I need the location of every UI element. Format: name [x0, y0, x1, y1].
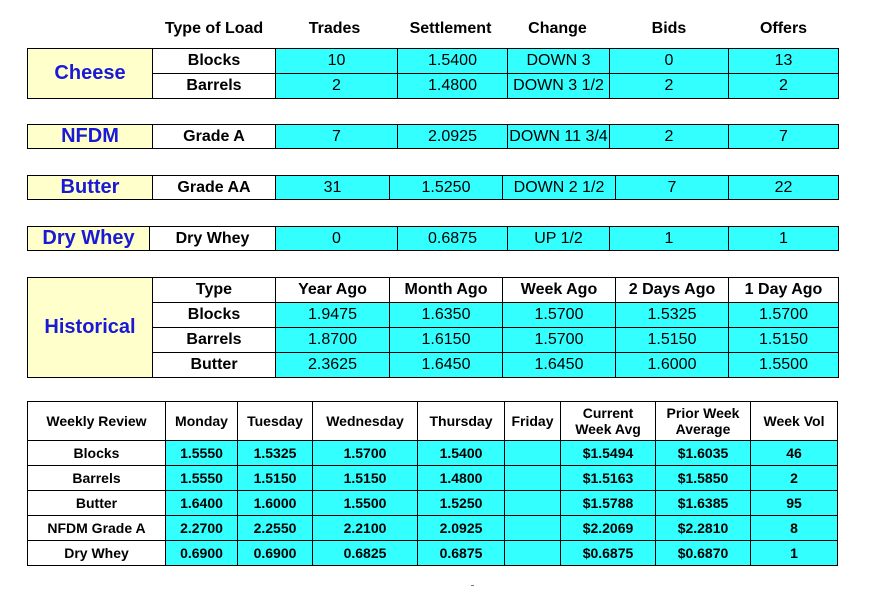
cheese-blocks-change: DOWN 3 — [508, 49, 610, 74]
weekly-cell: 2.0925 — [418, 516, 505, 541]
weekly-row — [28, 491, 838, 516]
nfdm-bids: 2 — [610, 125, 729, 149]
weekly-row — [28, 541, 838, 566]
cheese-barrels-trades: 2 — [276, 74, 398, 99]
weekly-cell: 2 — [751, 466, 838, 491]
nfdm-type: Grade A — [153, 125, 276, 149]
drywhey-settlement: 0.6875 — [398, 227, 508, 251]
weekly-cell: $2.2069 — [561, 516, 656, 541]
cheese-table — [27, 48, 839, 99]
butter-trades: 31 — [276, 176, 390, 200]
weekly-header-current-line1: Current — [582, 405, 634, 421]
weekly-cell: 1.5150 — [238, 466, 313, 491]
nfdm-table — [27, 124, 839, 149]
historical-cell: Blocks — [153, 303, 276, 328]
cheese-blocks-settlement: 1.5400 — [398, 49, 508, 74]
nfdm-trades: 7 — [276, 125, 398, 149]
historical-cell: 1.5150 — [616, 328, 729, 353]
weekly-row — [28, 466, 838, 491]
header-offers: Offers — [759, 20, 808, 37]
cheese-blocks-type: Blocks — [153, 49, 276, 74]
drywhey-offers: 1 — [729, 227, 839, 251]
header-change: Change — [528, 20, 587, 37]
butter-offers: 22 — [729, 176, 839, 200]
weekly-cell: 2.2100 — [313, 516, 418, 541]
weekly-cell: 1.5400 — [418, 441, 505, 466]
weekly-header-week-vol: Week Vol — [751, 402, 838, 441]
weekly-row-label: Barrels — [28, 466, 166, 491]
historical-cell: 1.6350 — [390, 303, 503, 328]
cheese-blocks-trades: 10 — [276, 49, 398, 74]
historical-cell: 1.5700 — [503, 328, 616, 353]
historical-table — [27, 277, 839, 378]
weekly-cell: $1.5850 — [656, 466, 751, 491]
weekly-cell: 1 — [751, 541, 838, 566]
drywhey-type: Dry Whey — [150, 227, 276, 251]
weekly-cell: 95 — [751, 491, 838, 516]
weekly-body — [28, 441, 838, 566]
historical-cell: 1.8700 — [276, 328, 390, 353]
nfdm-offers: 7 — [729, 125, 839, 149]
weekly-cell: $2.2810 — [656, 516, 751, 541]
weekly-cell: 1.5500 — [313, 491, 418, 516]
weekly-cell: 0.6825 — [313, 541, 418, 566]
weekly-cell: $1.6035 — [656, 441, 751, 466]
weekly-cell — [505, 541, 561, 566]
cheese-label: Cheese — [28, 49, 153, 99]
nfdm-change: DOWN 11 3/4 — [508, 125, 610, 149]
weekly-cell: $1.5163 — [561, 466, 656, 491]
weekly-cell: 0.6900 — [238, 541, 313, 566]
weekly-header-thursday: Thursday — [418, 402, 505, 441]
weekly-cell: $1.5788 — [561, 491, 656, 516]
weekly-row-label: Butter — [28, 491, 166, 516]
historical-header-year-ago: Year Ago — [276, 278, 390, 303]
drywhey-table — [27, 226, 839, 251]
weekly-cell: 8 — [751, 516, 838, 541]
weekly-cell: 1.6000 — [238, 491, 313, 516]
weekly-review-table — [27, 401, 838, 566]
drywhey-bids: 1 — [610, 227, 729, 251]
weekly-cell: 46 — [751, 441, 838, 466]
historical-cell: Butter — [153, 353, 276, 378]
historical-label: Historical — [28, 278, 153, 378]
header-type-of-load: Type of Load — [164, 20, 264, 37]
cheese-blocks-bids: 0 — [610, 49, 729, 74]
weekly-cell: 0.6875 — [418, 541, 505, 566]
stray-mark — [471, 585, 474, 586]
historical-cell: 1.9475 — [276, 303, 390, 328]
weekly-header-wednesday: Wednesday — [313, 402, 418, 441]
weekly-cell: 1.5550 — [166, 441, 238, 466]
weekly-cell: 1.5250 — [418, 491, 505, 516]
cheese-blocks-offers: 13 — [729, 49, 839, 74]
weekly-header-review: Weekly Review — [28, 402, 166, 441]
historical-cell: 1.5325 — [616, 303, 729, 328]
historical-cell: 1.5500 — [729, 353, 839, 378]
weekly-cell — [505, 516, 561, 541]
weekly-header-current-line2: Week Avg — [575, 421, 641, 437]
weekly-cell: 1.5325 — [238, 441, 313, 466]
historical-header-type: Type — [153, 278, 276, 303]
butter-table — [27, 175, 839, 200]
weekly-cell: 2.2550 — [238, 516, 313, 541]
cheese-barrels-offers: 2 — [729, 74, 839, 99]
historical-header-month-ago: Month Ago — [390, 278, 503, 303]
weekly-header-tuesday: Tuesday — [238, 402, 313, 441]
historical-cell: 1.6150 — [390, 328, 503, 353]
historical-cell: Barrels — [153, 328, 276, 353]
weekly-row-label: Blocks — [28, 441, 166, 466]
historical-header-week-ago: Week Ago — [503, 278, 616, 303]
weekly-cell: 1.5550 — [166, 466, 238, 491]
header-settlement: Settlement — [409, 20, 492, 37]
historical-cell: 1.5700 — [729, 303, 839, 328]
weekly-cell: 2.2700 — [166, 516, 238, 541]
cheese-barrels-type: Barrels — [153, 74, 276, 99]
cheese-barrels-settlement: 1.4800 — [398, 74, 508, 99]
weekly-header-prior-line2: Average — [675, 421, 731, 437]
weekly-header-friday: Friday — [505, 402, 561, 441]
weekly-cell: 1.4800 — [418, 466, 505, 491]
weekly-row-label: NFDM Grade A — [28, 516, 166, 541]
drywhey-label: Dry Whey — [28, 227, 150, 251]
cheese-barrels-change: DOWN 3 1/2 — [508, 74, 610, 99]
historical-cell: 1.6000 — [616, 353, 729, 378]
weekly-header-monday: Monday — [166, 402, 238, 441]
weekly-row — [28, 441, 838, 466]
drywhey-change: UP 1/2 — [508, 227, 610, 251]
weekly-cell: $1.6385 — [656, 491, 751, 516]
butter-type: Grade AA — [153, 176, 276, 200]
weekly-cell: 1.6400 — [166, 491, 238, 516]
weekly-header-prior-line1: Prior Week — [666, 405, 740, 421]
weekly-cell: $0.6870 — [656, 541, 751, 566]
weekly-cell — [505, 441, 561, 466]
butter-change: DOWN 2 1/2 — [503, 176, 616, 200]
weekly-cell: 1.5700 — [313, 441, 418, 466]
weekly-cell: $0.6875 — [561, 541, 656, 566]
butter-bids: 7 — [616, 176, 729, 200]
butter-label: Butter — [28, 176, 153, 200]
historical-cell: 1.5150 — [729, 328, 839, 353]
historical-cell: 1.6450 — [503, 353, 616, 378]
weekly-cell: $1.5494 — [561, 441, 656, 466]
weekly-row — [28, 516, 838, 541]
weekly-cell — [505, 491, 561, 516]
weekly-header-prior-week-average — [656, 402, 751, 441]
header-bids: Bids — [651, 20, 687, 37]
nfdm-label: NFDM — [28, 125, 153, 149]
nfdm-settlement: 2.0925 — [398, 125, 508, 149]
weekly-header-current-week-avg — [561, 402, 656, 441]
historical-cell: 1.5700 — [503, 303, 616, 328]
butter-settlement: 1.5250 — [390, 176, 503, 200]
drywhey-trades: 0 — [276, 227, 398, 251]
historical-header-1-day-ago: 1 Day Ago — [729, 278, 839, 303]
weekly-cell: 0.6900 — [166, 541, 238, 566]
weekly-cell: 1.5150 — [313, 466, 418, 491]
historical-cell: 1.6450 — [390, 353, 503, 378]
cheese-barrels-bids: 2 — [610, 74, 729, 99]
historical-header-2-days-ago: 2 Days Ago — [616, 278, 729, 303]
weekly-row-label: Dry Whey — [28, 541, 166, 566]
historical-cell: 2.3625 — [276, 353, 390, 378]
weekly-cell — [505, 466, 561, 491]
header-trades: Trades — [308, 20, 361, 37]
